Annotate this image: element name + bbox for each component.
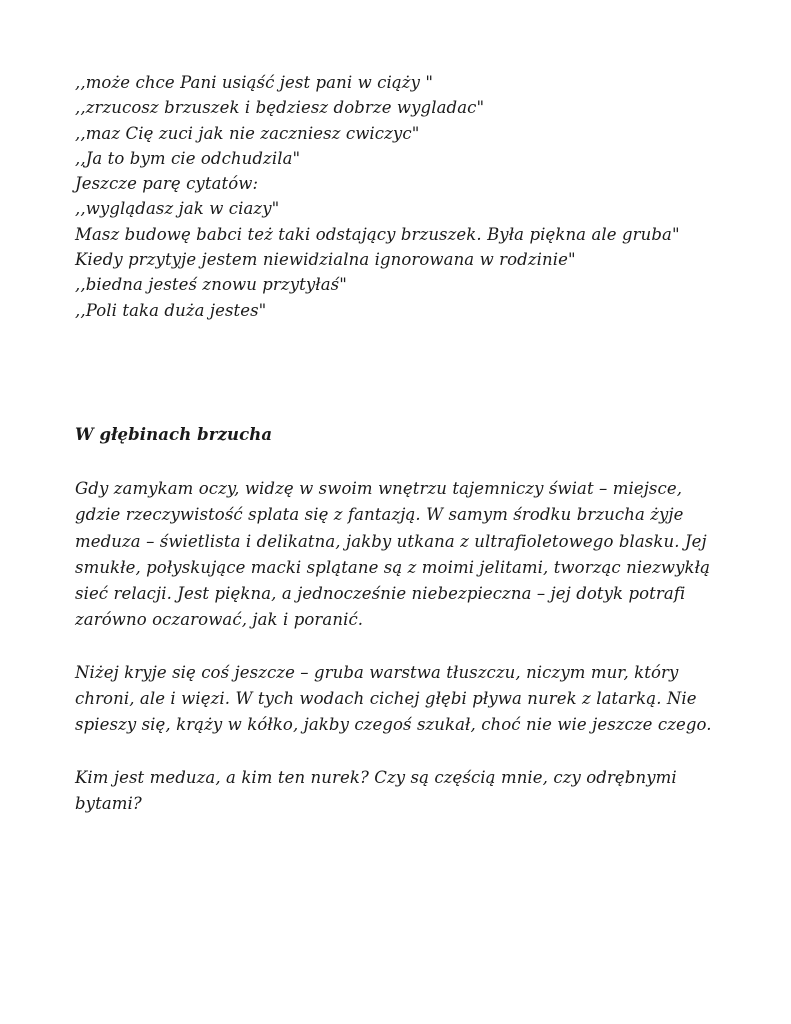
quote-line: Kiedy przytyje jestem niewidzialna ignorowana w rodzinie" — [75, 250, 576, 270]
quote-line: ,,biedna jesteś znowu przytyłaś" — [75, 275, 347, 295]
quote-line: ,,Ja to bym cie odchudzila" — [75, 148, 301, 168]
story-paragraph: Niżej kryje się coś jeszcze – gruba warstwa tłuszczu, niczym mur, który chroni, ale i więzi. W tych wodach cichej głębi pływa nurek z latarką. Nie spieszy się, krąży w kółko, jakby czegoś szukał, choć nie wie jeszcze czego. — [75, 662, 712, 735]
quotes-intro-line: Jeszcze parę cytatów: — [75, 174, 259, 194]
quotes-list — [75, 70, 715, 323]
story-paragraph: Kim jest meduza, a kim ten nurek? Czy są częścią mnie, czy odrębnymi bytami? — [75, 767, 677, 813]
section-heading: W głębinach brzucha — [75, 425, 273, 444]
quote-line: ,,może chce Pani usiąść jest pani w ciąży " — [75, 73, 434, 92]
quote-line: Masz budowę babci też taki odstający brzuszek. Była piękna ale gruba" — [75, 224, 680, 244]
quote-line: ,,maz Cię zuci jak nie zaczniesz cwiczyc" — [75, 123, 420, 143]
quote-line: ,,wyglądasz jak w ciazy" — [75, 199, 280, 219]
story-body — [75, 476, 723, 843]
quote-line: ,,zrzucosz brzuszek i będziesz dobrze wygladac" — [75, 98, 485, 118]
story-paragraph: Gdy zamykam oczy, widzę w swoim wnętrzu tajemniczy świat – miejsce, gdzie rzeczywistość splata się z fantazją. W samym środku brzucha żyje meduza – świetlista i delikatna, jakby utkana z ultrafioletowego blasku. Jej smukłe, połyskujące macki splątane są z moimi jelitami, tworząc niezwykłą sieć relacji. Jest piękna, a jednocześnie niebezpieczna – jej dotyk potrafi zarówno oczarować, jak i poranić. — [75, 479, 711, 630]
quote-line: ,,Poli taka duża jestes" — [75, 300, 267, 320]
